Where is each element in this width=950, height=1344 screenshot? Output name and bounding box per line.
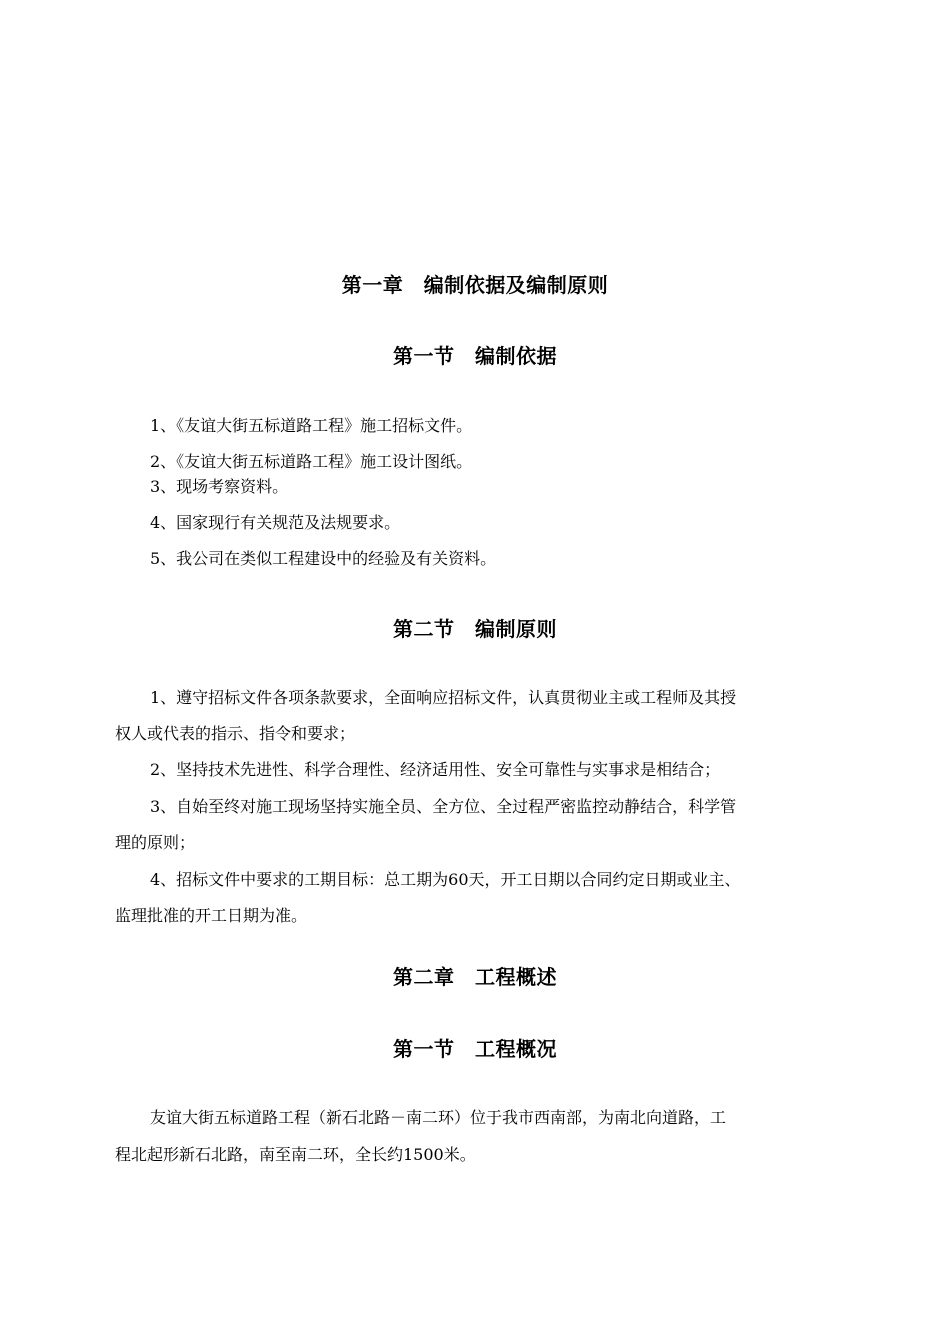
principle-line-1: 1、遵守招标文件各项条款要求，全面响应招标文件，认真贯彻业主或工程师及其授 xyxy=(150,688,737,707)
chapter-1-section-1-title: 第一节 编制依据 xyxy=(393,344,557,368)
principle-line-2: 权人或代表的指示、指令和要求； xyxy=(115,724,356,743)
principle-line-6: 4、招标文件中要求的工期目标：总工期为60天，开工日期以合同约定日期或业主、 xyxy=(150,870,741,889)
basis-item-3: 3、现场考察资料。 xyxy=(150,477,289,496)
basis-item-1: 1、《友谊大街五标道路工程》施工招标文件。 xyxy=(150,416,473,435)
overview-line-2: 程北起形新石北路，南至南二环，全长约1500米。 xyxy=(115,1145,476,1164)
principle-line-4: 3、自始至终对施工现场坚持实施全员、全方位、全过程严密监控动静结合，科学管 xyxy=(150,797,737,816)
chapter-1-section-2-title: 第二节 编制原则 xyxy=(393,617,557,641)
principle-line-5: 理的原则； xyxy=(115,833,196,852)
overview-line-1: 友谊大街五标道路工程（新石北路－南二环）位于我市西南部，为南北向道路，工 xyxy=(150,1108,727,1127)
basis-item-4: 4、国家现行有关规范及法规要求。 xyxy=(150,513,401,532)
principle-line-3: 2、坚持技术先进性、科学合理性、经济适用性、安全可靠性与实事求是相结合； xyxy=(150,760,721,779)
principle-line-7: 监理批准的开工日期为准。 xyxy=(115,906,308,925)
chapter-2-title: 第二章 工程概述 xyxy=(393,965,557,989)
basis-item-5: 5、我公司在类似工程建设中的经验及有关资料。 xyxy=(150,549,497,568)
basis-item-2: 2、《友谊大街五标道路工程》施工设计图纸。 xyxy=(150,452,473,471)
chapter-1-title: 第一章 编制依据及编制原则 xyxy=(341,273,609,297)
chapter-2-section-1-title: 第一节 工程概况 xyxy=(393,1037,557,1061)
